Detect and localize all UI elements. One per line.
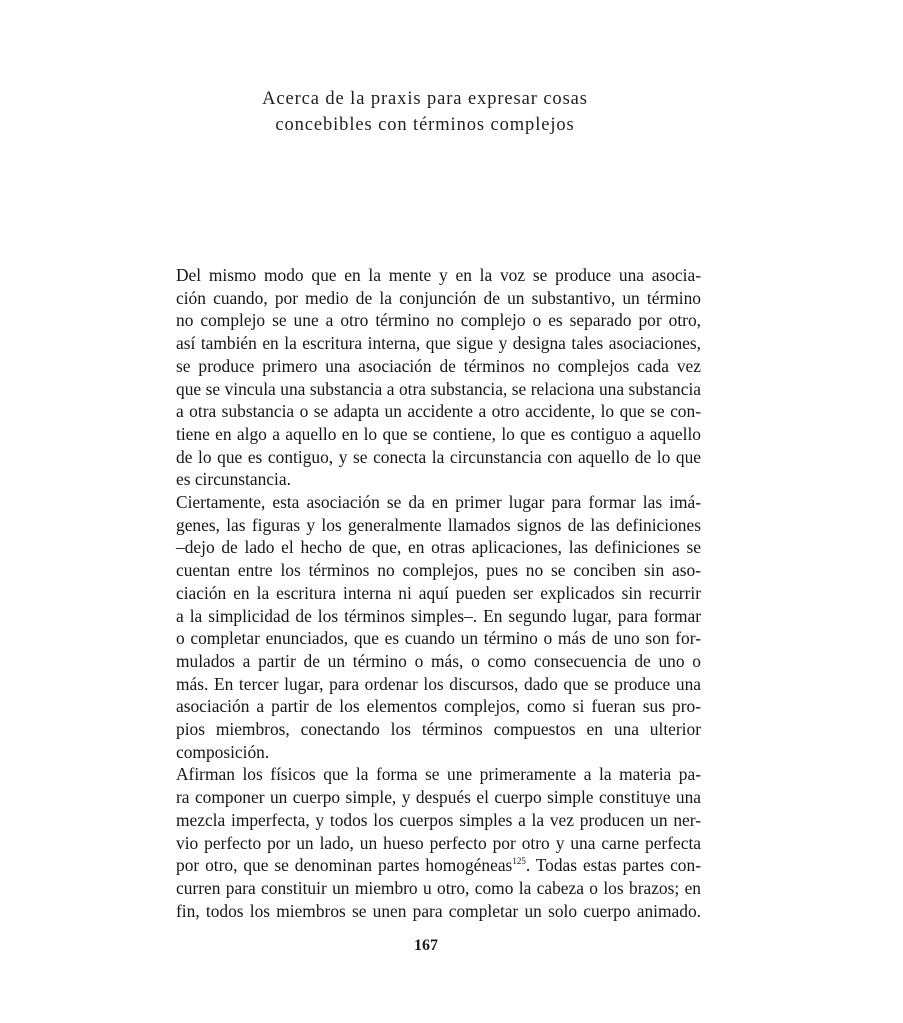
text-line: a la simplicidad de los términos simples–. En segundo lugar, para formar: [176, 605, 701, 626]
text-line: ra componer un cuerpo simple, y después el cuerpo simple constituye una: [176, 787, 701, 808]
text-line: es circunstancia.: [176, 469, 291, 490]
text-line: –dejo de lado el hecho de que, en otras aplicaciones, las definiciones se: [176, 537, 701, 558]
text-line: Afirman los físicos que la forma se une primeramente a la materia pa-: [176, 764, 701, 785]
text-line: fin, todos los miembros se unen para completar un solo cuerpo animado.: [176, 900, 701, 921]
text-line-with-footnote: [153, 854, 701, 877]
text-fragment: por otro, que se denominan partes homogéneas: [176, 855, 513, 876]
text-fragment: . Todas estas partes con-: [525, 855, 701, 876]
text-line: Ciertamente, esta asociación se da en primer lugar para formar las imá-: [176, 492, 701, 513]
text-line: composición.: [176, 741, 270, 762]
paragraph-1: [153, 264, 701, 491]
chapter-title: [150, 86, 700, 138]
paragraph-2: [153, 491, 701, 763]
body-text: [153, 264, 701, 922]
text-line: cuentan entre los términos no complejos, pues no se conciben sin aso-: [176, 560, 701, 581]
text-line: pios miembros, conectando los términos compuestos en una ulterior: [176, 719, 701, 740]
text-line: que se vincula una substancia a otra substancia, se relaciona una substancia: [176, 378, 701, 399]
text-line: o completar enunciados, que es cuando un término o más de uno son for-: [176, 628, 701, 649]
text-line: tiene en algo a aquello en lo que se contiene, lo que es contiguo a aquello: [176, 423, 701, 444]
text-line: genes, las figuras y los generalmente llamados signos de las definiciones: [176, 514, 701, 535]
page-number: 167: [414, 937, 438, 954]
text-line: no complejo se une a otro término no complejo o es separado por otro,: [176, 310, 701, 331]
paragraph-3: [153, 763, 701, 922]
text-line: vio perfecto por un lado, un hueso perfecto por otro y una carne perfecta: [176, 832, 701, 853]
text-line: más. En tercer lugar, para ordenar los discursos, dado que se produce una: [176, 673, 701, 694]
chapter-title-line: concebibles con términos complejos: [275, 115, 575, 135]
text-line: Del mismo modo que en la mente y en la voz se produce una asocia-: [176, 265, 701, 285]
chapter-title-line: Acerca de la praxis para expresar cosas: [262, 89, 588, 109]
text-line: de lo que es contiguo, y se conecta la circunstancia con aquello de lo que: [176, 446, 701, 467]
text-line: se produce primero una asociación de términos no complejos cada vez: [176, 355, 701, 376]
text-line: así también en la escritura interna, que sigue y designa tales asociaciones,: [176, 333, 701, 354]
text-line: mezcla imperfecta, y todos los cuerpos simples a la vez producen un ner-: [176, 809, 701, 830]
text-line: curren para constituir un miembro u otro, como la cabeza o los brazos; en: [176, 877, 701, 898]
text-line: mulados a partir de un término o más, o como consecuencia de uno o: [176, 650, 701, 671]
footnote-reference: 125: [512, 856, 526, 867]
text-line: ción cuando, por medio de la conjunción de un substantivo, un término: [176, 287, 701, 308]
text-line: asociación a partir de los elementos complejos, como si fueran sus pro-: [176, 696, 701, 717]
text-line: a otra substancia o se adapta un accidente a otro accidente, lo que se con-: [176, 401, 701, 422]
text-line: ciación en la escritura interna ni aquí pueden ser explicados sin recurrir: [176, 582, 701, 603]
